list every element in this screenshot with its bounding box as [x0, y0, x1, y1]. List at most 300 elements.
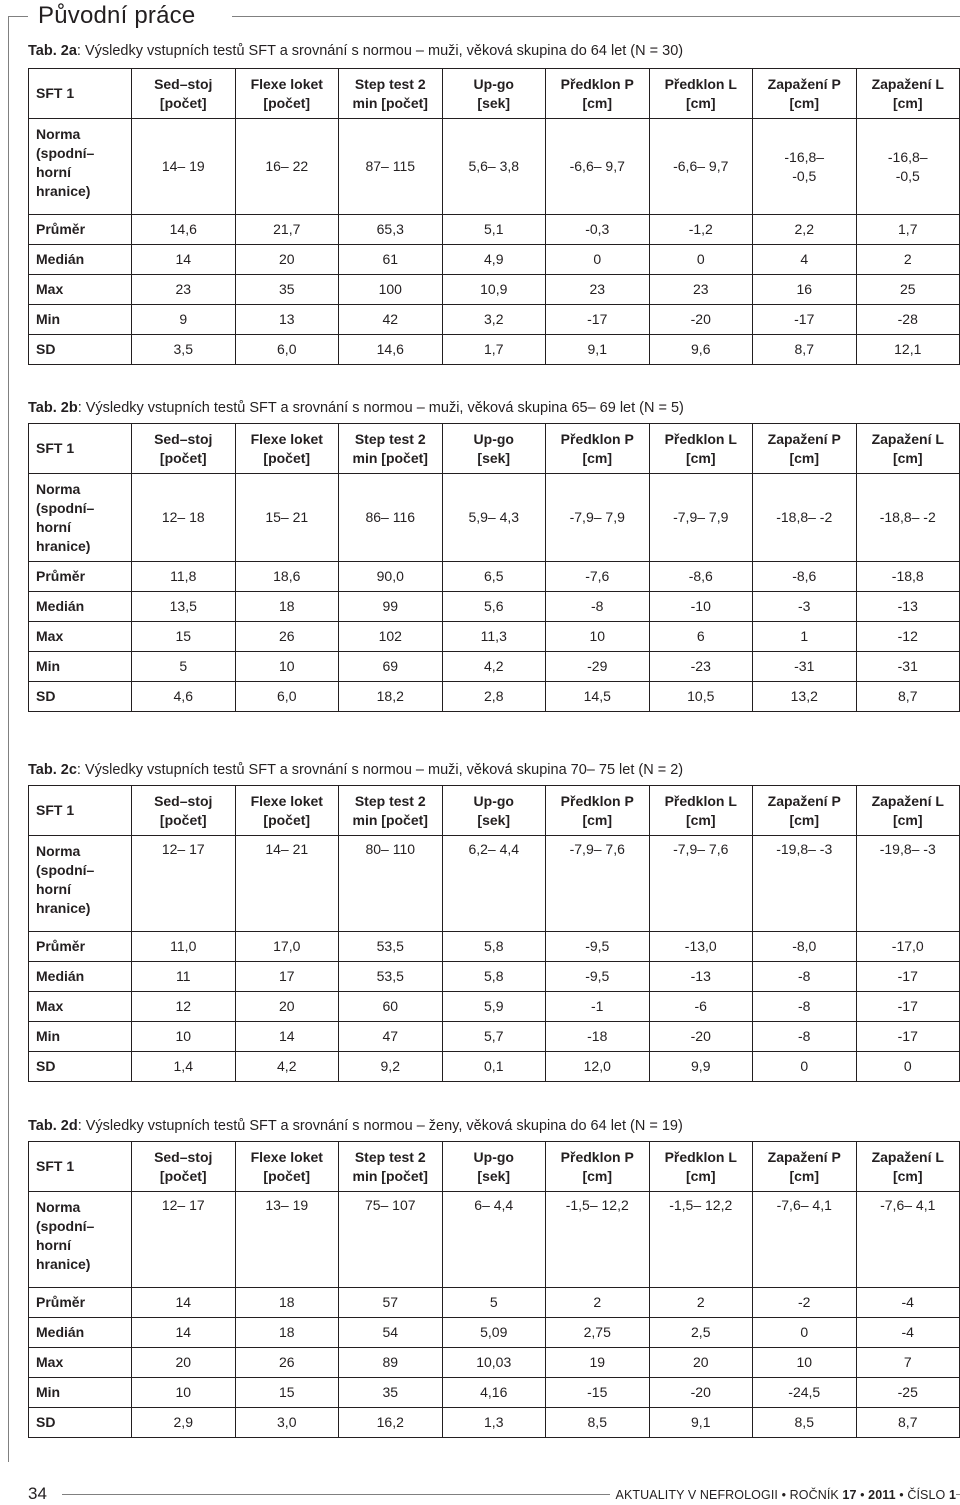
table-cell: 18,6: [235, 562, 339, 592]
table-cell: 5: [442, 1288, 546, 1318]
row-label-cell: Min: [29, 652, 132, 682]
table-cell: Sed–stoj [počet]: [132, 69, 236, 119]
row-label-cell: SD: [29, 682, 132, 712]
table-cell: 9,9: [649, 1052, 753, 1082]
journal-sep: •: [899, 1488, 904, 1502]
table-cell: 14: [235, 1022, 339, 1052]
table-cell: Zapažení L [cm]: [856, 69, 960, 119]
table-header-row: [29, 69, 960, 119]
table-cell: -17: [856, 1022, 960, 1052]
table-row: [29, 1318, 960, 1348]
table-cell: Předklon L [cm]: [649, 69, 753, 119]
table-cell: 8,7: [753, 335, 857, 365]
table-cell: 21,7: [235, 215, 339, 245]
table-row: [29, 562, 960, 592]
table-cell: 12,1: [856, 335, 960, 365]
table-cell: 35: [339, 1378, 443, 1408]
table-row: [29, 335, 960, 365]
table-cell: 12: [132, 992, 236, 1022]
table-row: [29, 1408, 960, 1438]
table-cell: 16: [753, 275, 857, 305]
table-cell: 4,16: [442, 1378, 546, 1408]
table-cell: 23: [649, 275, 753, 305]
table-header-row: [29, 786, 960, 836]
table-cell: 10: [132, 1378, 236, 1408]
table-row: [29, 1348, 960, 1378]
table-cell: -9,5: [546, 962, 650, 992]
table-cell: Sed–stoj [počet]: [132, 786, 236, 836]
row-label-cell: SFT 1: [29, 1142, 132, 1192]
page-number: 34: [28, 1484, 47, 1503]
table-cell: -17,0: [856, 932, 960, 962]
table-cell: -6,6– 9,7: [546, 119, 650, 215]
table-cell: 15: [132, 622, 236, 652]
table-cell: Zapažení P [cm]: [753, 424, 857, 474]
table-cell: 5,6– 3,8: [442, 119, 546, 215]
table-cell: 100: [339, 275, 443, 305]
table-cell: -8: [753, 992, 857, 1022]
table-cell: -0,3: [546, 215, 650, 245]
table-cell: 0: [546, 245, 650, 275]
table-cell: 7: [856, 1348, 960, 1378]
row-label-cell: SD: [29, 1052, 132, 1082]
row-label-cell: SFT 1: [29, 424, 132, 474]
table-cell: -20: [649, 305, 753, 335]
table-caption: [28, 762, 683, 778]
table-cell: 2,9: [132, 1408, 236, 1438]
table-cell: Zapažení L [cm]: [856, 1142, 960, 1192]
table-cell: -7,9– 7,9: [649, 474, 753, 562]
table-cell: 25: [856, 275, 960, 305]
table-cell: -7,9– 7,6: [649, 836, 753, 932]
table-cell: 8,5: [546, 1408, 650, 1438]
table-cell: 14,6: [132, 215, 236, 245]
table-cell: 53,5: [339, 932, 443, 962]
table-cell: Sed–stoj [počet]: [132, 424, 236, 474]
row-label-cell: Norma (spodní– horní hranice): [29, 119, 132, 215]
table-cell: -1,2: [649, 215, 753, 245]
table-cell: 20: [649, 1348, 753, 1378]
table-cell: 26: [235, 1348, 339, 1378]
table-caption-label: Tab. 2a: [28, 43, 77, 59]
row-label-cell: Medián: [29, 245, 132, 275]
table-cell: 8,7: [856, 682, 960, 712]
sft-table: [28, 1141, 960, 1438]
table-cell: 11,8: [132, 562, 236, 592]
table-row: [29, 652, 960, 682]
table-cell: 3,0: [235, 1408, 339, 1438]
table-row: [29, 1022, 960, 1052]
table-cell: 57: [339, 1288, 443, 1318]
journal-issue-label: ČÍSLO: [907, 1488, 946, 1502]
table-cell: 20: [235, 992, 339, 1022]
table-cell: 53,5: [339, 962, 443, 992]
table-cell: 9,6: [649, 335, 753, 365]
table-cell: Předklon P [cm]: [546, 786, 650, 836]
table-cell: 1,7: [442, 335, 546, 365]
table-cell: -31: [753, 652, 857, 682]
table-cell: 3,2: [442, 305, 546, 335]
row-label-cell: SD: [29, 335, 132, 365]
table-cell: 5,7: [442, 1022, 546, 1052]
table-cell: Předklon L [cm]: [649, 424, 753, 474]
table-cell: 102: [339, 622, 443, 652]
table-caption-text: : Výsledky vstupních testů SFT a srovnání s normou – ženy, věková skupina do 64 let (N = 19): [77, 1118, 683, 1134]
table-cell: 18: [235, 1288, 339, 1318]
table-cell: 0: [649, 245, 753, 275]
table-cell: Step test 2 min [počet]: [339, 786, 443, 836]
table-cell: -7,9– 7,6: [546, 836, 650, 932]
table-cell: 8,7: [856, 1408, 960, 1438]
table-cell: 6: [649, 622, 753, 652]
table-cell: 75– 107: [339, 1192, 443, 1288]
table-cell: Up-go [sek]: [442, 786, 546, 836]
table-cell: -6,6– 9,7: [649, 119, 753, 215]
table-cell: 18,2: [339, 682, 443, 712]
table-cell: 10: [132, 1022, 236, 1052]
table-cell: 2,5: [649, 1318, 753, 1348]
table-norm-row: [29, 1192, 960, 1288]
table-cell: -20: [649, 1022, 753, 1052]
table-norm-row: [29, 836, 960, 932]
table-cell: 23: [546, 275, 650, 305]
table-cell: 61: [339, 245, 443, 275]
table-cell: -4: [856, 1318, 960, 1348]
table-cell: 4,6: [132, 682, 236, 712]
table-cell: -23: [649, 652, 753, 682]
table-cell: 13,5: [132, 592, 236, 622]
table-cell: -8,6: [753, 562, 857, 592]
table-cell: 11,3: [442, 622, 546, 652]
table-cell: 1,4: [132, 1052, 236, 1082]
table-cell: 16,2: [339, 1408, 443, 1438]
page-left-rule: [8, 16, 9, 1462]
table-cell: 0: [753, 1318, 857, 1348]
table-row: [29, 1288, 960, 1318]
table-cell: 5,9: [442, 992, 546, 1022]
table-norm-row: [29, 474, 960, 562]
table-cell: 14: [132, 1288, 236, 1318]
table-cell: -8,6: [649, 562, 753, 592]
journal-footer: [610, 1488, 956, 1502]
table-cell: -18,8– -2: [753, 474, 857, 562]
table-cell: 5: [132, 652, 236, 682]
table-row: [29, 1378, 960, 1408]
table-cell: 69: [339, 652, 443, 682]
table-cell: Up-go [sek]: [442, 424, 546, 474]
table-cell: 4,2: [235, 1052, 339, 1082]
table-cell: 2: [856, 245, 960, 275]
table-cell: -7,6– 4,1: [753, 1192, 857, 1288]
table-cell: 86– 116: [339, 474, 443, 562]
table-cell: -25: [856, 1378, 960, 1408]
table-cell: 5,8: [442, 962, 546, 992]
table-cell: 5,8: [442, 932, 546, 962]
table-cell: -17: [753, 305, 857, 335]
table-cell: 87– 115: [339, 119, 443, 215]
table-cell: Step test 2 min [počet]: [339, 69, 443, 119]
table-cell: 2,8: [442, 682, 546, 712]
table-cell: -19,8– -3: [856, 836, 960, 932]
row-label-cell: Max: [29, 622, 132, 652]
table-cell: 26: [235, 622, 339, 652]
row-label-cell: SD: [29, 1408, 132, 1438]
table-cell: 2: [649, 1288, 753, 1318]
table-cell: -8: [546, 592, 650, 622]
table-cell: Zapažení P [cm]: [753, 1142, 857, 1192]
table-cell: 0: [856, 1052, 960, 1082]
table-cell: 9,1: [649, 1408, 753, 1438]
table-cell: 6,0: [235, 335, 339, 365]
table-cell: -7,6– 4,1: [856, 1192, 960, 1288]
table-cell: -17: [856, 992, 960, 1022]
table-cell: -9,5: [546, 932, 650, 962]
table-cell: 2: [546, 1288, 650, 1318]
table-cell: 80– 110: [339, 836, 443, 932]
table-cell: 6– 4,4: [442, 1192, 546, 1288]
table-cell: 17: [235, 962, 339, 992]
journal-volume: 17: [842, 1488, 857, 1502]
table-cell: 12– 17: [132, 836, 236, 932]
table-cell: 9,2: [339, 1052, 443, 1082]
table-row: [29, 622, 960, 652]
table-cell: 12– 18: [132, 474, 236, 562]
table-cell: Up-go [sek]: [442, 1142, 546, 1192]
table-cell: -17: [546, 305, 650, 335]
table-cell: Sed–stoj [počet]: [132, 1142, 236, 1192]
table-caption-label: Tab. 2b: [28, 400, 78, 416]
table-cell: -1: [546, 992, 650, 1022]
table-cell: 1,3: [442, 1408, 546, 1438]
journal-volume-label: ROČNÍK: [789, 1488, 839, 1502]
row-label-cell: Průměr: [29, 215, 132, 245]
table-cell: Flexe loket [počet]: [235, 1142, 339, 1192]
table-cell: -13,0: [649, 932, 753, 962]
table-norm-row: [29, 119, 960, 215]
table-cell: 11: [132, 962, 236, 992]
table-caption-text: : Výsledky vstupních testů SFT a srovnání s normou – muži, věková skupina 65– 69 let (N = 5): [77, 400, 684, 416]
table-cell: 8,5: [753, 1408, 857, 1438]
table-cell: -2: [753, 1288, 857, 1318]
row-label-cell: Min: [29, 1022, 132, 1052]
table-caption: [28, 1118, 683, 1134]
table-cell: Step test 2 min [počet]: [339, 1142, 443, 1192]
table-cell: 23: [132, 275, 236, 305]
table-cell: Předklon L [cm]: [649, 1142, 753, 1192]
table-cell: 10: [235, 652, 339, 682]
journal-issue: 1: [948, 1488, 956, 1502]
sft-table: [28, 68, 960, 365]
table-cell: Zapažení L [cm]: [856, 786, 960, 836]
table-header-row: [29, 424, 960, 474]
row-label-cell: Průměr: [29, 932, 132, 962]
table-cell: 10: [546, 622, 650, 652]
row-label-cell: Norma (spodní– horní hranice): [29, 1192, 132, 1288]
table-caption: [28, 43, 683, 59]
table-cell: 14– 19: [132, 119, 236, 215]
row-label-cell: Průměr: [29, 1288, 132, 1318]
table-row: [29, 275, 960, 305]
table-cell: 14,6: [339, 335, 443, 365]
table-row: [29, 992, 960, 1022]
table-cell: 10: [753, 1348, 857, 1378]
table-cell: 9,1: [546, 335, 650, 365]
table-cell: 4: [753, 245, 857, 275]
table-row: [29, 1052, 960, 1082]
table-cell: 13: [235, 305, 339, 335]
table-cell: 10,5: [649, 682, 753, 712]
table-cell: -16,8– -0,5: [753, 119, 857, 215]
table-cell: 6,0: [235, 682, 339, 712]
table-cell: -12: [856, 622, 960, 652]
table-cell: 65,3: [339, 215, 443, 245]
table-cell: 1: [753, 622, 857, 652]
table-cell: 14: [132, 1318, 236, 1348]
table-cell: 60: [339, 992, 443, 1022]
table-cell: 14– 21: [235, 836, 339, 932]
table-cell: 5,9– 4,3: [442, 474, 546, 562]
table-cell: -7,6: [546, 562, 650, 592]
table-cell: -8: [753, 1022, 857, 1052]
table-row: [29, 245, 960, 275]
table-cell: 15: [235, 1378, 339, 1408]
table-row: [29, 932, 960, 962]
table-cell: Up-go [sek]: [442, 69, 546, 119]
table-cell: 19: [546, 1348, 650, 1378]
table-cell: 0: [753, 1052, 857, 1082]
table-cell: 5,6: [442, 592, 546, 622]
table-cell: -31: [856, 652, 960, 682]
table-cell: -6: [649, 992, 753, 1022]
table-cell: 15– 21: [235, 474, 339, 562]
table-cell: -1,5– 12,2: [546, 1192, 650, 1288]
table-header-row: [29, 1142, 960, 1192]
table-cell: 10,03: [442, 1348, 546, 1378]
title-rule: [232, 16, 960, 17]
table-cell: Předklon P [cm]: [546, 1142, 650, 1192]
table-cell: -19,8– -3: [753, 836, 857, 932]
table-row: [29, 962, 960, 992]
table-row: [29, 215, 960, 245]
table-cell: 1,7: [856, 215, 960, 245]
table-cell: 14: [132, 245, 236, 275]
table-cell: -18,8– -2: [856, 474, 960, 562]
row-label-cell: Max: [29, 275, 132, 305]
table-caption-text: : Výsledky vstupních testů SFT a srovnání s normou – muži, věková skupina do 64 let (N = 30): [76, 43, 684, 59]
row-label-cell: Medián: [29, 592, 132, 622]
table-cell: 11,0: [132, 932, 236, 962]
table-cell: 12,0: [546, 1052, 650, 1082]
sft-table: [28, 423, 960, 712]
table-row: [29, 592, 960, 622]
row-label-cell: Medián: [29, 1318, 132, 1348]
table-cell: -10: [649, 592, 753, 622]
table-cell: -13: [856, 592, 960, 622]
table-cell: 9: [132, 305, 236, 335]
journal-year: 2011: [868, 1488, 896, 1502]
journal-sep: •: [781, 1488, 787, 1502]
table-cell: 20: [132, 1348, 236, 1378]
table-cell: Předklon P [cm]: [546, 69, 650, 119]
table-cell: 89: [339, 1348, 443, 1378]
table-cell: 2,2: [753, 215, 857, 245]
table-cell: -13: [649, 962, 753, 992]
table-cell: 13– 19: [235, 1192, 339, 1288]
table-cell: -8: [753, 962, 857, 992]
table-cell: 4,9: [442, 245, 546, 275]
table-caption-label: Tab. 2c: [28, 762, 77, 778]
page-left-rule-tick: [8, 16, 28, 17]
table-cell: 3,5: [132, 335, 236, 365]
table-cell: -4: [856, 1288, 960, 1318]
table-cell: Zapažení L [cm]: [856, 424, 960, 474]
table-caption: [28, 400, 684, 416]
table-cell: -18,8: [856, 562, 960, 592]
table-cell: -7,9– 7,9: [546, 474, 650, 562]
table-cell: 5,09: [442, 1318, 546, 1348]
table-cell: -29: [546, 652, 650, 682]
table-cell: -24,5: [753, 1378, 857, 1408]
table-cell: Flexe loket [počet]: [235, 424, 339, 474]
table-cell: 6,2– 4,4: [442, 836, 546, 932]
table-cell: 13,2: [753, 682, 857, 712]
journal-name: AKTUALITY V NEFROLOGII: [615, 1488, 778, 1502]
table-cell: 16– 22: [235, 119, 339, 215]
table-cell: -3: [753, 592, 857, 622]
table-cell: Flexe loket [počet]: [235, 69, 339, 119]
row-label-cell: Norma (spodní– horní hranice): [29, 474, 132, 562]
table-cell: -15: [546, 1378, 650, 1408]
table-cell: 5,1: [442, 215, 546, 245]
sft-table: [28, 785, 960, 1082]
row-label-cell: Max: [29, 992, 132, 1022]
table-cell: 4,2: [442, 652, 546, 682]
table-cell: 35: [235, 275, 339, 305]
table-row: [29, 305, 960, 335]
row-label-cell: Průměr: [29, 562, 132, 592]
table-cell: 90,0: [339, 562, 443, 592]
table-cell: 6,5: [442, 562, 546, 592]
table-cell: 20: [235, 245, 339, 275]
table-cell: -28: [856, 305, 960, 335]
table-cell: 14,5: [546, 682, 650, 712]
table-cell: Flexe loket [počet]: [235, 786, 339, 836]
journal-sep: •: [860, 1488, 865, 1502]
table-cell: 99: [339, 592, 443, 622]
table-cell: -17: [856, 962, 960, 992]
table-cell: 17,0: [235, 932, 339, 962]
table-caption-label: Tab. 2d: [28, 1118, 78, 1134]
table-cell: -18: [546, 1022, 650, 1052]
table-cell: 42: [339, 305, 443, 335]
table-cell: -1,5– 12,2: [649, 1192, 753, 1288]
row-label-cell: Medián: [29, 962, 132, 992]
row-label-cell: Max: [29, 1348, 132, 1378]
table-cell: Zapažení P [cm]: [753, 786, 857, 836]
table-cell: -8,0: [753, 932, 857, 962]
table-caption-text: : Výsledky vstupních testů SFT a srovnání s normou – muži, věková skupina 70– 75 let (N = 2): [76, 762, 684, 778]
table-cell: 12– 17: [132, 1192, 236, 1288]
table-cell: Zapažení P [cm]: [753, 69, 857, 119]
section-title: Původní práce: [38, 2, 196, 29]
table-cell: 18: [235, 1318, 339, 1348]
table-cell: Step test 2 min [počet]: [339, 424, 443, 474]
table-cell: -20: [649, 1378, 753, 1408]
table-cell: 0,1: [442, 1052, 546, 1082]
table-cell: 10,9: [442, 275, 546, 305]
row-label-cell: Norma (spodní– horní hranice): [29, 836, 132, 932]
table-cell: 54: [339, 1318, 443, 1348]
